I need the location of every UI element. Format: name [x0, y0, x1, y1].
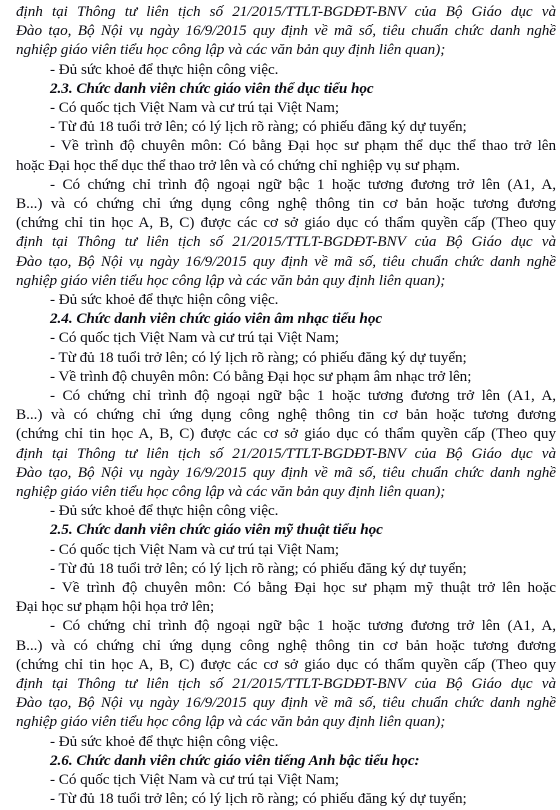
text-line: (chứng chỉ tin học A, B, C) được các cơ sở giáo dục có thẩm quyền cấp (Theo quy — [16, 214, 556, 232]
text-line: B...) và có chứng chỉ ứng dụng công nghệ thông tin cơ bản hoặc tương đương — [16, 195, 556, 212]
text-line: Đào tạo, Bộ Nội vụ ngày 16/9/2015 quy định về mã số, tiêu chuẩn chức danh nghề — [16, 694, 556, 712]
text-line: - Có quốc tịch Việt Nam và cư trú tại Việt Nam; — [50, 99, 340, 116]
text-line: nghiệp giáo viên tiểu học công lập và các văn bản quy định liên quan); — [16, 483, 446, 500]
section-heading: 2.4. Chức danh viên chức giáo viên âm nhạc tiểu học — [50, 310, 383, 328]
text-line: (chứng chỉ tin học A, B, C) được các cơ sở giáo dục có thẩm quyền cấp (Theo quy — [16, 425, 556, 443]
text-line: - Có chứng chỉ trình độ ngoại ngữ bậc 1 hoặc tương đương trở lên (A1, A, — [50, 387, 556, 404]
text-line: - Đủ sức khoẻ để thực hiện công việc. — [50, 502, 279, 520]
text-line: định tại Thông tư liên tịch số 21/2015/TTLT-BGDĐT-BNV của Bộ Giáo dục và — [16, 3, 556, 20]
text-line: - Về trình độ chuyên môn: Có bằng Đại học sư phạm thể dục thể thao trở lên — [50, 137, 556, 155]
text-line: nghiệp giáo viên tiểu học công lập và các văn bản quy định liên quan); — [16, 41, 446, 59]
section-heading: 2.6. Chức danh viên chức giáo viên tiếng Anh bậc tiểu học: — [50, 751, 420, 769]
text-line: định tại Thông tư liên tịch số 21/2015/TTLT-BGDĐT-BNV của Bộ Giáo dục và — [16, 675, 556, 692]
text-line: B...) và có chứng chỉ ứng dụng công nghệ thông tin cơ bản hoặc tương đương — [16, 636, 556, 654]
text-line: - Có chứng chỉ trình độ ngoại ngữ bậc 1 hoặc tương đương trở lên (A1, A, — [50, 617, 556, 635]
text-line: Đào tạo, Bộ Nội vụ ngày 16/9/2015 quy định về mã số, tiêu chuẩn chức danh nghề — [16, 463, 556, 481]
text-line: - Từ đủ 18 tuổi trở lên; có lý lịch rõ ràng; có phiếu đăng ký dự tuyển; — [50, 790, 467, 808]
text-line: định tại Thông tư liên tịch số 21/2015/TTLT-BGDĐT-BNV của Bộ Giáo dục và — [16, 233, 556, 251]
text-line: Đại học sư phạm hội họa trở lên; — [16, 598, 215, 616]
text-line: - Về trình độ chuyên môn: Có bằng Đại học sư phạm mỹ thuật trở lên hoặc — [50, 579, 556, 596]
text-line: Đào tạo, Bộ Nội vụ ngày 16/9/2015 quy định về mã số, tiêu chuẩn chức danh nghề — [16, 22, 556, 40]
text-line: định tại Thông tư liên tịch số 21/2015/TTLT-BGDĐT-BNV của Bộ Giáo dục và — [16, 444, 556, 462]
text-line: - Đủ sức khoẻ để thực hiện công việc. — [50, 732, 279, 750]
text-line: nghiệp giáo viên tiểu học công lập và các văn bản quy định liên quan); — [16, 271, 446, 289]
text-line: nghiệp giáo viên tiểu học công lập và các văn bản quy định liên quan); — [16, 713, 446, 731]
text-line: - Có chứng chỉ trình độ ngoại ngữ bậc 1 hoặc tương đương trở lên (A1, A, — [50, 175, 556, 193]
text-line: B...) và có chứng chỉ ứng dụng công nghệ thông tin cơ bản hoặc tương đương — [16, 406, 556, 424]
text-line: - Về trình độ chuyên môn: Có bằng Đại học sư phạm âm nhạc trở lên; — [50, 367, 472, 385]
text-line: (chứng chỉ tin học A, B, C) được các cơ sở giáo dục có thẩm quyền cấp (Theo quy — [16, 655, 556, 673]
section-heading: 2.5. Chức danh viên chức giáo viên mỹ thuật tiểu học — [50, 521, 383, 539]
text-line: - Từ đủ 18 tuổi trở lên; có lý lịch rõ ràng; có phiếu đăng ký dự tuyển; — [50, 348, 467, 366]
text-line: Đào tạo, Bộ Nội vụ ngày 16/9/2015 quy định về mã số, tiêu chuẩn chức danh nghề — [16, 252, 556, 270]
text-line: - Đủ sức khoẻ để thực hiện công việc. — [50, 291, 279, 308]
text-line: hoặc Đại học thể dục thể thao trở lên và có chứng chỉ nghiệp vụ sư phạm. — [16, 156, 460, 174]
text-line: - Có quốc tịch Việt Nam và cư trú tại Việt Nam; — [50, 771, 340, 788]
text-line: - Đủ sức khoẻ để thực hiện công việc. — [50, 60, 279, 78]
text-line: - Có quốc tịch Việt Nam và cư trú tại Việt Nam; — [50, 329, 340, 347]
text-line: - Từ đủ 18 tuổi trở lên; có lý lịch rõ ràng; có phiếu đăng ký dự tuyển; — [50, 118, 467, 136]
section-heading: 2.3. Chức danh viên chức giáo viên thể dục tiểu học — [50, 79, 374, 97]
text-line: - Từ đủ 18 tuổi trở lên; có lý lịch rõ ràng; có phiếu đăng ký dự tuyển; — [50, 559, 467, 577]
text-line: - Có quốc tịch Việt Nam và cư trú tại Việt Nam; — [50, 540, 340, 558]
